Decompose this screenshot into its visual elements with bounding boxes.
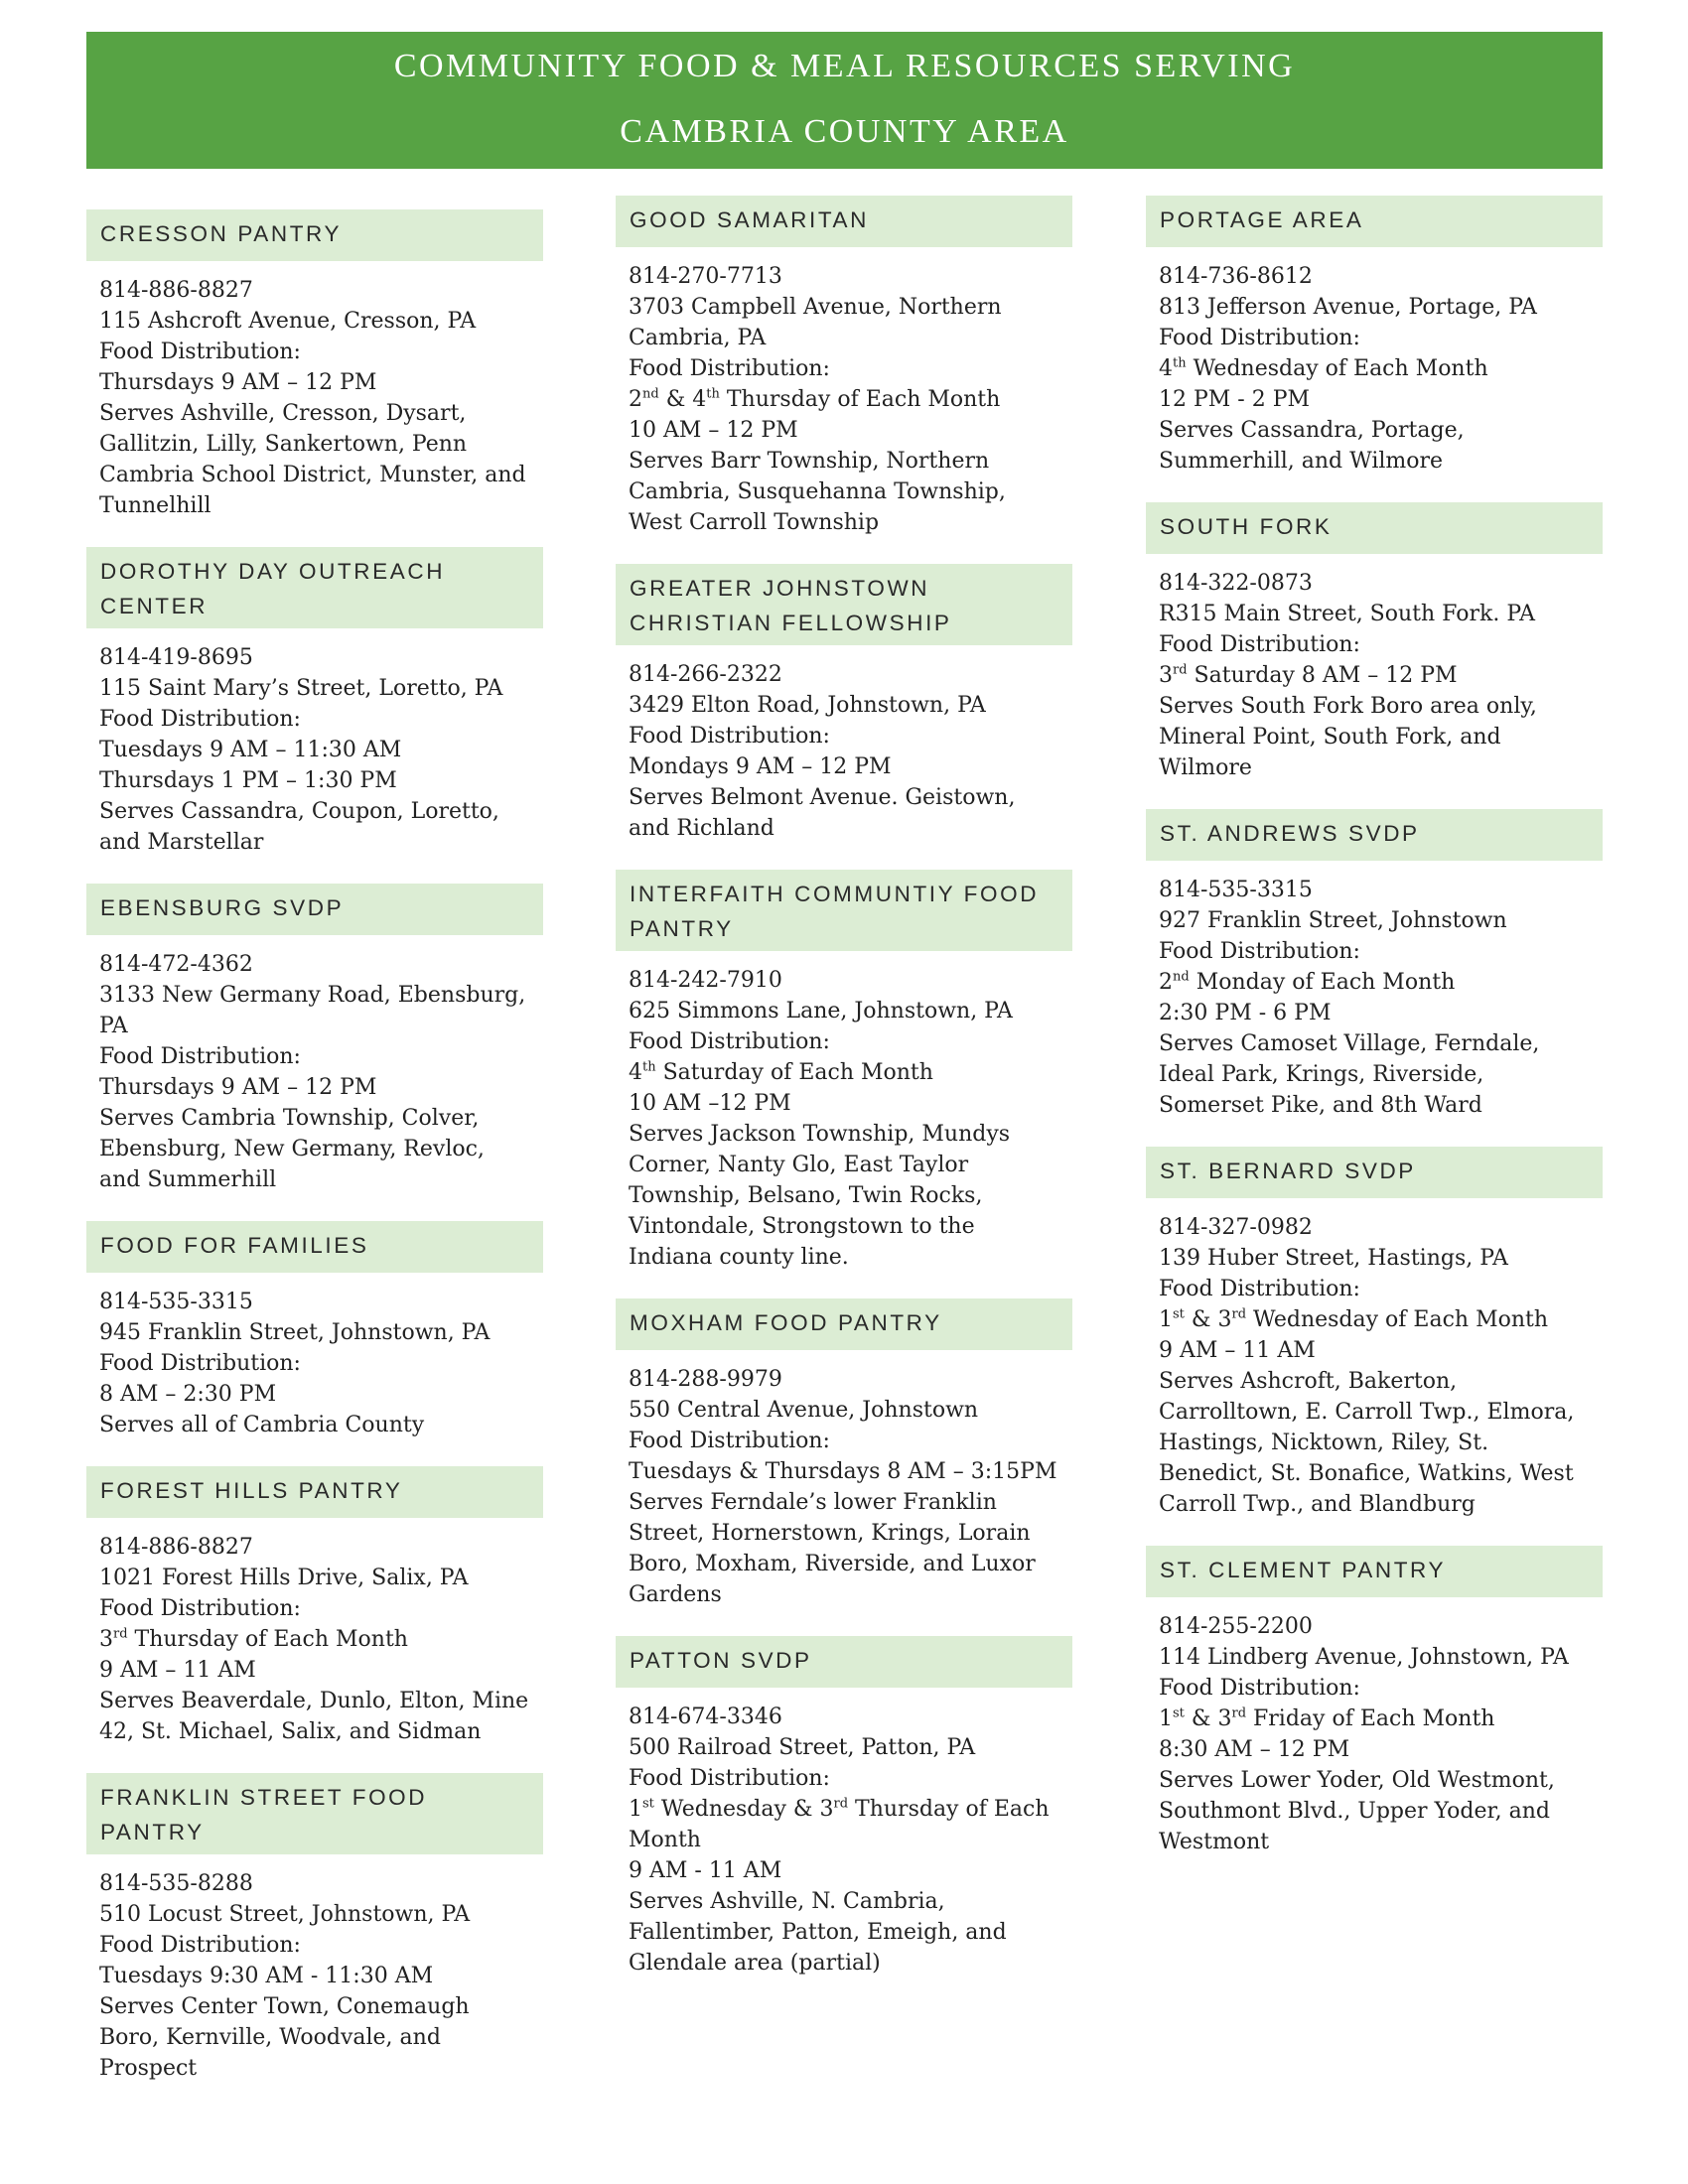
pantry-phone: 814-886-8827 (99, 278, 253, 303)
distribution-time (99, 1624, 530, 1655)
service-area: Serves all of Cambria County (99, 1413, 425, 1437)
distribution-label: Food Distribution: (99, 1933, 301, 1958)
pantry-name: ST. BERNARD SVDP (1146, 1147, 1603, 1198)
pantry-phone: 814-327-0982 (1159, 1215, 1313, 1240)
schedule-ordinal: 4 (1159, 356, 1173, 381)
distribution-time (1159, 1704, 1590, 1734)
distribution-label: Food Distribution: (629, 1029, 830, 1054)
pantry-details (86, 261, 543, 521)
service-area: Serves South Fork Boro area only, Mineral Point, South Fork, and Wilmore (1159, 694, 1537, 780)
pantry-address: 3133 New Germany Road, Ebensburg, PA (99, 983, 526, 1038)
pantry-entry (616, 870, 1072, 1273)
pantry-address: 1021 Forest Hills Drive, Salix, PA (99, 1566, 469, 1590)
pantry-entry (86, 884, 543, 1195)
schedule-ordinal: 3 (1159, 663, 1173, 688)
schedule-text: & 4 (658, 387, 707, 412)
pantry-address: 3429 Elton Road, Johnstown, PA (629, 693, 986, 718)
distribution-time: 8 AM – 2:30 PM (99, 1382, 277, 1407)
pantry-name: ST. CLEMENT PANTRY (1146, 1546, 1603, 1597)
pantry-name: DOROTHY DAY OUTREACH CENTER (86, 547, 543, 628)
pantry-name: GREATER JOHNSTOWN CHRISTIAN FELLOWSHIP (616, 564, 1072, 645)
distribution-time: Thursdays 9 AM – 12 PM (99, 1075, 377, 1100)
ordinal-suffix: rd (1231, 1306, 1247, 1322)
pantry-address: 550 Central Avenue, Johnstown (629, 1398, 979, 1423)
pantry-address: 115 Saint Mary’s Street, Loretto, PA (99, 676, 503, 701)
pantry-name: MOXHAM FOOD PANTRY (616, 1298, 1072, 1350)
schedule-text: Thursday of Each Month (719, 387, 1001, 412)
service-area: Serves Lower Yoder, Old Westmont, Southmont Blvd., Upper Yoder, and Westmont (1159, 1768, 1555, 1854)
distribution-time: Mondays 9 AM – 12 PM (629, 754, 892, 779)
schedule-ordinal: 3 (99, 1627, 113, 1652)
pantry-address: 115 Ashcroft Avenue, Cresson, PA (99, 309, 477, 334)
distribution-time: Thursdays 9 AM – 12 PM (99, 370, 377, 395)
distribution-time (629, 1794, 1059, 1855)
pantry-name: EBENSBURG SVDP (86, 884, 543, 935)
distribution-time: Thursdays 1 PM – 1:30 PM (99, 768, 397, 793)
schedule-text: Thursday of Each Month (629, 1797, 1050, 1852)
ordinal-suffix: st (1173, 1306, 1185, 1322)
pantry-entry (616, 1636, 1072, 1979)
pantry-details (616, 1350, 1072, 1610)
schedule-ordinal: 2 (629, 387, 642, 412)
pantry-entry (616, 564, 1072, 844)
schedule-text: Monday of Each Month (1189, 970, 1456, 995)
column-middle (616, 196, 1072, 2004)
pantry-address: 114 Lindberg Avenue, Johnstown, PA (1159, 1645, 1569, 1670)
pantry-phone: 814-535-8288 (99, 1871, 253, 1896)
ordinal-suffix: th (1173, 355, 1187, 371)
distribution-label: Food Distribution: (629, 356, 830, 381)
pantry-address: 945 Franklin Street, Johnstown, PA (99, 1320, 491, 1345)
schedule-text: Friday of Each Month (1246, 1706, 1495, 1731)
pantry-entry (86, 1773, 543, 2084)
service-area: Serves Camoset Village, Ferndale, Ideal Park, Krings, Riverside, Somerset Pike, and 8th Ward (1159, 1031, 1540, 1118)
distribution-time: Tuesdays 9 AM – 11:30 AM (99, 738, 402, 762)
pantry-details (86, 935, 543, 1195)
pantry-phone: 814-242-7910 (629, 968, 782, 993)
distribution-label: Food Distribution: (629, 724, 830, 749)
pantry-phone: 814-255-2200 (1159, 1614, 1313, 1639)
ordinal-suffix: rd (1231, 1706, 1247, 1721)
ordinal-suffix: rd (113, 1626, 128, 1642)
distribution-time (629, 384, 1059, 415)
pantry-phone: 814-535-3315 (99, 1290, 253, 1314)
pantry-name: GOOD SAMARITAN (616, 196, 1072, 247)
pantry-entry (86, 209, 543, 521)
service-area: Serves Center Town, Conemaugh Boro, Kernville, Woodvale, and Prospect (99, 1994, 470, 2081)
distribution-time: 9 AM – 11 AM (99, 1658, 256, 1683)
pantry-details (616, 1688, 1072, 1979)
pantry-name: FOREST HILLS PANTRY (86, 1466, 543, 1518)
page-title-line-1: COMMUNITY FOOD & MEAL RESOURCES SERVING (393, 48, 1296, 84)
distribution-label: Food Distribution: (99, 340, 301, 364)
pantry-name: ST. ANDREWS SVDP (1146, 809, 1603, 861)
distribution-time (1159, 1304, 1590, 1335)
service-area: Serves Ashville, N. Cambria, Fallentimber, Patton, Emeigh, and Glendale area (partial) (629, 1889, 1007, 1976)
distribution-time: 12 PM - 2 PM (1159, 387, 1311, 412)
service-area: Serves Cambria Township, Colver, Ebensburg, New Germany, Revloc, and Summerhill (99, 1106, 485, 1192)
service-area: Serves Ashcroft, Bakerton, Carrolltown, E. Carroll Twp., Elmora, Hastings, Nicktown, Riley, St. Benedict, St. Bonafice, Watkins, West Carroll Twp., and Blandburg (1159, 1369, 1575, 1517)
service-area: Serves Cassandra, Portage, Summerhill, and Wilmore (1159, 418, 1465, 474)
pantry-phone: 814-535-3315 (1159, 878, 1313, 902)
column-left (86, 209, 543, 2110)
schedule-text: Saturday of Each Month (655, 1060, 933, 1085)
pantry-address: 510 Locust Street, Johnstown, PA (99, 1902, 471, 1927)
pantry-details (86, 628, 543, 858)
service-area: Serves Cassandra, Coupon, Loretto, and Marstellar (99, 799, 499, 855)
pantry-entry (1146, 809, 1603, 1121)
schedule-text: Wednesday of Each Month (1246, 1307, 1549, 1332)
pantry-name: INTERFAITH COMMUNTIY FOOD PANTRY (616, 870, 1072, 951)
schedule-text: & 3 (1184, 1307, 1232, 1332)
pantry-details (1146, 1597, 1603, 1857)
distribution-time (629, 1057, 1059, 1088)
distribution-time: 9 AM - 11 AM (629, 1858, 782, 1883)
pantry-phone: 814-288-9979 (629, 1367, 782, 1392)
pantry-details (86, 1518, 543, 1747)
pantry-phone: 814-419-8695 (99, 645, 253, 670)
distribution-label: Food Distribution: (1159, 632, 1360, 657)
schedule-ordinal: 2 (1159, 970, 1173, 995)
schedule-ordinal: 1 (1159, 1706, 1173, 1731)
pantry-address: 813 Jefferson Avenue, Portage, PA (1159, 295, 1537, 320)
distribution-time (1159, 353, 1590, 384)
pantry-details (86, 1854, 543, 2084)
pantry-entry (616, 196, 1072, 538)
distribution-time: 2:30 PM - 6 PM (1159, 1001, 1332, 1025)
pantry-address: 927 Franklin Street, Johnstown (1159, 908, 1507, 933)
ordinal-suffix: nd (642, 386, 659, 402)
distribution-time: Tuesdays & Thursdays 8 AM – 3:15PM (629, 1459, 1057, 1484)
pantry-details (616, 645, 1072, 844)
pantry-address: 500 Railroad Street, Patton, PA (629, 1735, 976, 1760)
pantry-phone: 814-270-7713 (629, 264, 782, 289)
pantry-name: PATTON SVDP (616, 1636, 1072, 1688)
distribution-label: Food Distribution: (629, 1429, 830, 1453)
distribution-time: 10 AM –12 PM (629, 1091, 791, 1116)
ordinal-suffix: nd (1173, 969, 1190, 985)
service-area: Serves Jackson Township, Mundys Corner, Nanty Glo, East Taylor Township, Belsano, Twin Rocks, Vintondale, Strongstown to the Indiana county line. (629, 1122, 1011, 1270)
schedule-ordinal: 4 (629, 1060, 642, 1085)
ordinal-suffix: rd (1173, 662, 1188, 678)
pantry-phone: 814-886-8827 (99, 1535, 253, 1560)
pantry-details (616, 951, 1072, 1273)
service-area: Serves Barr Township, Northern Cambria, Susquehanna Township, West Carroll Township (629, 449, 1006, 535)
pantry-details (1146, 861, 1603, 1121)
ordinal-suffix: st (1173, 1706, 1185, 1721)
pantry-entry (616, 1298, 1072, 1610)
service-area: Serves Beaverdale, Dunlo, Elton, Mine 42, St. Michael, Salix, and Sidman (99, 1689, 529, 1744)
ordinal-suffix: st (642, 1796, 654, 1812)
pantry-details (1146, 1198, 1603, 1520)
distribution-label: Food Distribution: (1159, 939, 1360, 964)
distribution-label: Food Distribution: (99, 1351, 301, 1376)
pantry-name: SOUTH FORK (1146, 502, 1603, 554)
pantry-phone: 814-674-3346 (629, 1705, 782, 1729)
pantry-entry (1146, 502, 1603, 783)
pantry-entry (1146, 1147, 1603, 1520)
ordinal-suffix: th (706, 386, 720, 402)
schedule-text: Wednesday of Each Month (1186, 356, 1488, 381)
schedule-text: & 3 (1184, 1706, 1232, 1731)
pantry-details (86, 1273, 543, 1440)
pantry-phone: 814-266-2322 (629, 662, 782, 687)
pantry-details (616, 247, 1072, 538)
distribution-label: Food Distribution: (99, 1596, 301, 1621)
schedule-text: Thursday of Each Month (127, 1627, 408, 1652)
distribution-label: Food Distribution: (629, 1766, 830, 1791)
service-area: Serves Belmont Avenue. Geistown, and Richland (629, 785, 1016, 841)
distribution-label: Food Distribution: (1159, 1277, 1360, 1301)
distribution-label: Food Distribution: (1159, 326, 1360, 350)
distribution-time: Tuesdays 9:30 AM - 11:30 AM (99, 1964, 434, 1988)
distribution-time: 10 AM – 12 PM (629, 418, 798, 443)
pantry-address: 625 Simmons Lane, Johnstown, PA (629, 999, 1013, 1024)
service-area: Serves Ashville, Cresson, Dysart, Gallitzin, Lilly, Sankertown, Penn Cambria School District, Munster, and Tunnelhill (99, 401, 526, 518)
pantry-phone: 814-322-0873 (1159, 571, 1313, 596)
pantry-name: PORTAGE AREA (1146, 196, 1603, 247)
schedule-ordinal: 1 (629, 1797, 642, 1822)
pantry-phone: 814-736-8612 (1159, 264, 1313, 289)
distribution-label: Food Distribution: (99, 1044, 301, 1069)
pantry-name: CRESSON PANTRY (86, 209, 543, 261)
pantry-address: 139 Huber Street, Hastings, PA (1159, 1246, 1508, 1271)
distribution-label: Food Distribution: (1159, 1676, 1360, 1701)
ordinal-suffix: rd (833, 1796, 849, 1812)
page-title-banner (86, 32, 1603, 169)
pantry-details (1146, 554, 1603, 783)
distribution-time: 8:30 AM – 12 PM (1159, 1737, 1350, 1762)
pantry-phone: 814-472-4362 (99, 952, 253, 977)
page-title-line-2: CAMBRIA COUNTY AREA (620, 113, 1069, 150)
schedule-ordinal: 1 (1159, 1307, 1173, 1332)
pantry-entry (86, 1221, 543, 1440)
pantry-entry (86, 547, 543, 858)
schedule-text: Saturday 8 AM – 12 PM (1187, 663, 1458, 688)
pantry-address: R315 Main Street, South Fork. PA (1159, 602, 1535, 626)
schedule-text: Wednesday & 3 (653, 1797, 834, 1822)
distribution-time: 9 AM – 11 AM (1159, 1338, 1316, 1363)
distribution-time (1159, 967, 1590, 998)
distribution-label: Food Distribution: (99, 707, 301, 732)
pantry-entry (1146, 1546, 1603, 1857)
pantry-details (1146, 247, 1603, 477)
pantry-name: FRANKLIN STREET FOOD PANTRY (86, 1773, 543, 1854)
pantry-address: 3703 Campbell Avenue, Northern Cambria, PA (629, 295, 1002, 350)
pantry-entry (1146, 196, 1603, 477)
pantry-name: FOOD FOR FAMILIES (86, 1221, 543, 1273)
pantry-entry (86, 1466, 543, 1747)
column-right (1146, 196, 1603, 1883)
service-area: Serves Ferndale’s lower Franklin Street, Hornerstown, Krings, Lorain Boro, Moxham, Riverside, and Luxor Gardens (629, 1490, 1036, 1607)
ordinal-suffix: th (642, 1059, 656, 1075)
distribution-time (1159, 660, 1590, 691)
